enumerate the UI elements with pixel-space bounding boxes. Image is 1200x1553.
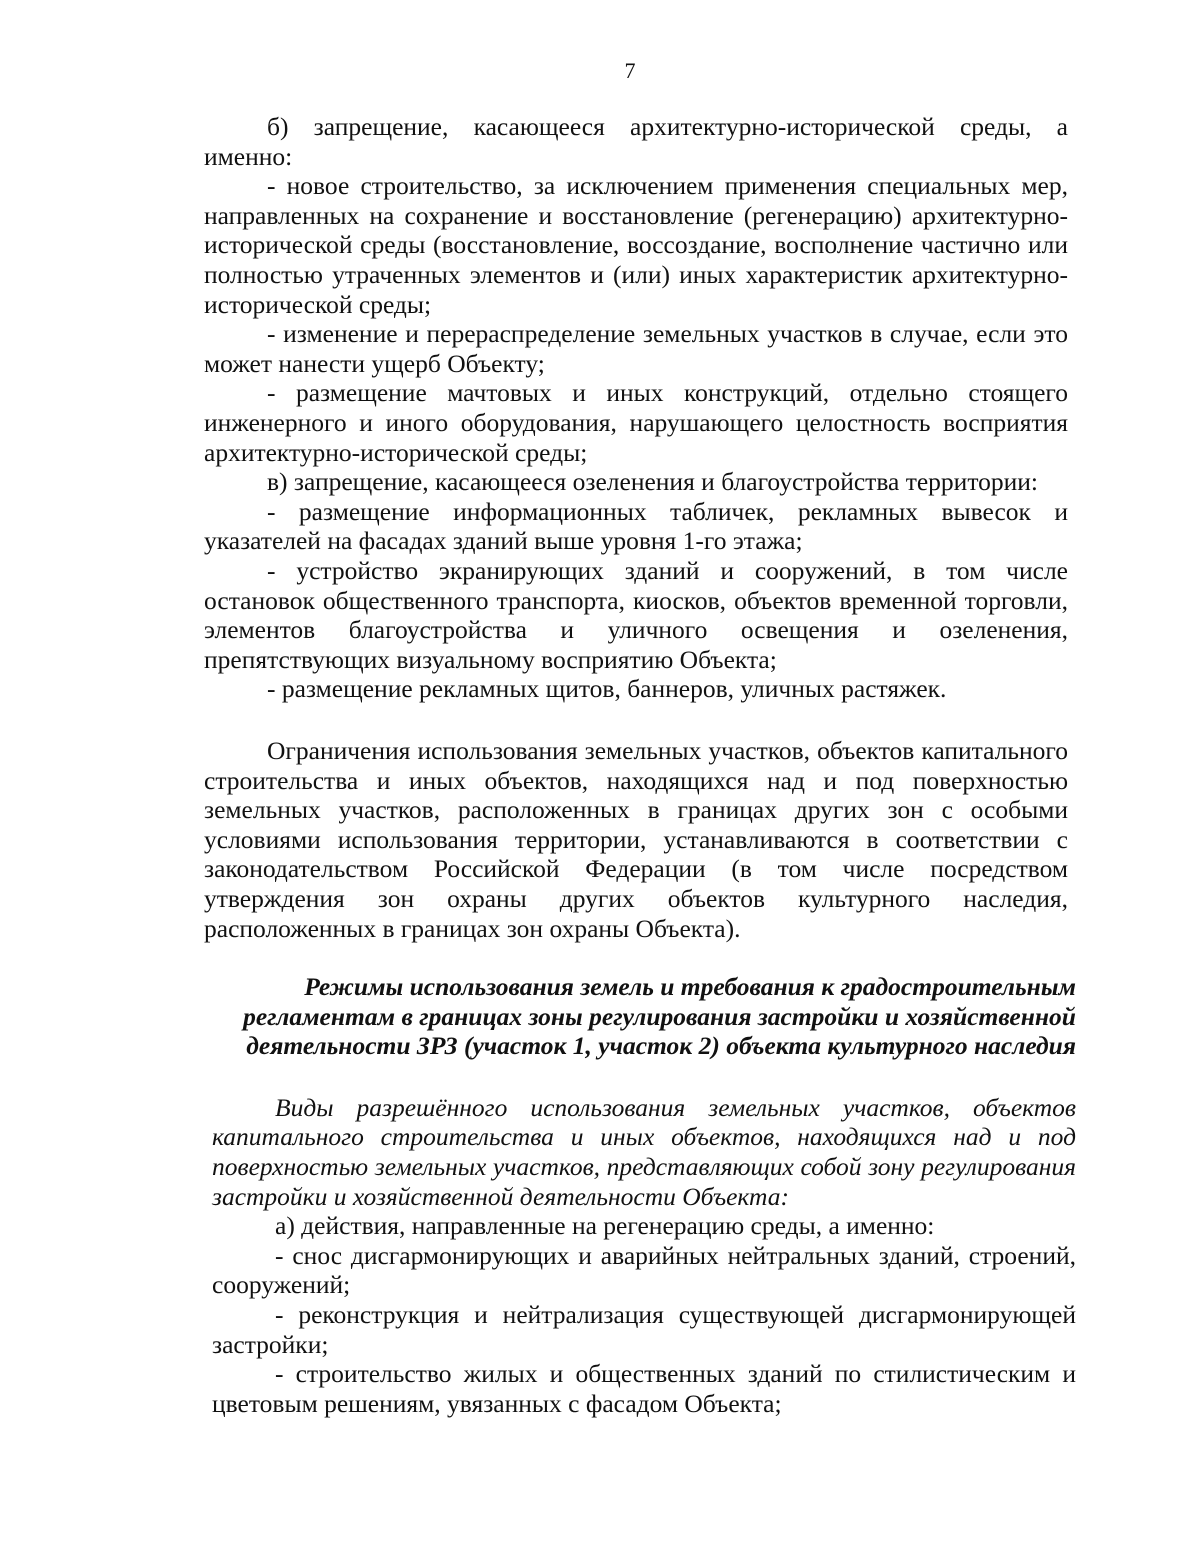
paragraph: в) запрещение, касающееся озеленения и благоустройства территории: xyxy=(267,467,1039,497)
page-number: 7 xyxy=(624,58,636,83)
paragraph: - размещение рекламных щитов, баннеров, уличных растяжек. xyxy=(267,674,947,704)
paragraph: а) действия, направленные на регенерацию среды, а именно: xyxy=(275,1211,935,1241)
limitations-section xyxy=(204,736,1068,943)
restrictions-section xyxy=(204,112,1068,704)
paragraph: - устройство экранирующих зданий и сооружений, в том числе остановок общественного транспорта, киосков, объектов временной торговли, элементов благоустройства и уличного освещения и озеленения, препятствующих визуальному восприятию Объекта; xyxy=(204,555,1068,674)
paragraph: - изменение и перераспределение земельных участков в случае, если это может нанести ущерб Объекту; xyxy=(204,319,1068,378)
paragraph: - размещение информационных табличек, рекламных вывесок и указателей на фасадах зданий выше уровня 1-го этажа; xyxy=(204,496,1068,556)
paragraph: б) запрещение, касающееся архитектурно-исторической среды, а именно: xyxy=(204,112,1068,171)
paragraph: - строительство жилых и общественных зданий по стилистическим и цветовым решениям, увязанных с фасадом Объекта; xyxy=(212,1359,1076,1418)
paragraph: - реконструкция и нейтрализация существующей дисгармонирующей застройки; xyxy=(212,1299,1076,1359)
paragraph: - новое строительство, за исключением применения специальных мер, направленных на сохранение и восстановление (регенерацию) архитектурно-исторической среды (восстановление, воссоздание, восполнение частично или полностью утраченных элементов и (или) иных характеристик архитектурно-исторической среды; xyxy=(204,171,1068,319)
zone-regime-section xyxy=(212,972,1076,1418)
section-heading: Режимы использования земель и требования к градостроительным регламентам в границах зоны регулирования застройки и хозяйственной деятельности ЗРЗ (участок 1, участок 2) объекта культурного наследия xyxy=(243,972,1076,1061)
paragraph: Ограничения использования земельных участков, объектов капитального строительства и иных объектов, находящихся над и под поверхностью земельных участков, расположенных в границах других зон с особыми условиями использования территории, устанавливаются в соответствии с законодательством Российской Федерации (в том числе посредством утверждения зон охраны других объектов культурного наследия, расположенных в границах зон охраны Объекта). xyxy=(204,736,1068,943)
section-intro: Виды разрешённого использования земельных участков, объектов капитального строительства и иных объектов, находящихся над и под поверхностью земельных участков, представляющих собой зону регулирования застройки и хозяйственной деятельности Объекта: xyxy=(212,1092,1076,1211)
paragraph: - снос дисгармонирующих и аварийных нейтральных зданий, строений, сооружений; xyxy=(212,1240,1076,1300)
paragraph: - размещение мачтовых и иных конструкций, отдельно стоящего инженерного и иного оборудования, нарушающего целостность восприятия архитектурно-исторической среды; xyxy=(204,378,1068,467)
